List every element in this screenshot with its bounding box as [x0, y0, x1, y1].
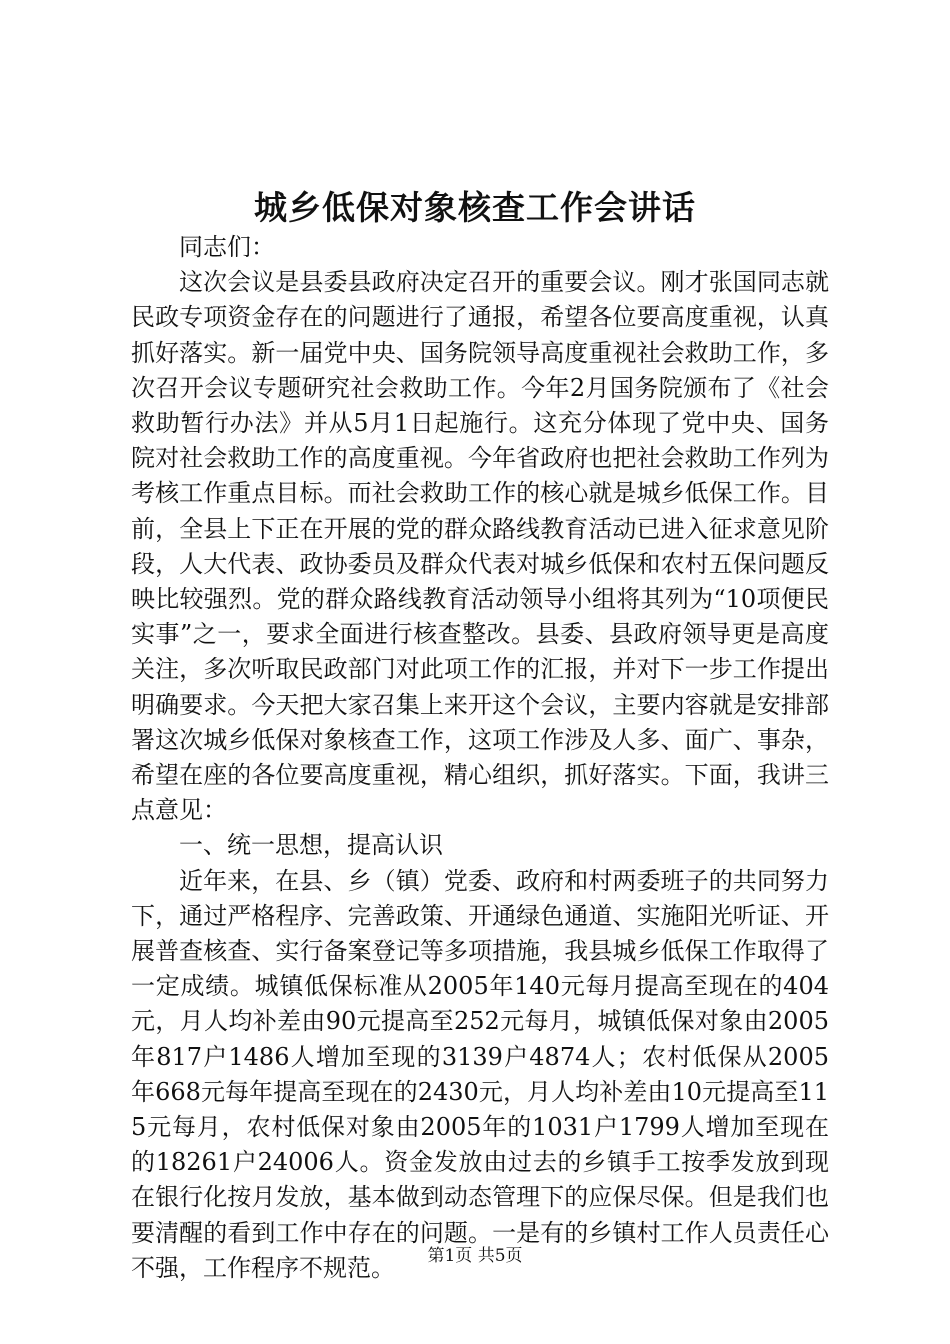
salutation-paragraph: 同志们：	[179, 233, 275, 261]
document-title: 城乡低保对象核查工作会讲话	[254, 188, 696, 227]
document-body	[131, 230, 829, 1286]
section-heading: 一、统一思想，提高认识	[179, 831, 443, 860]
page-footer: 第1页 共5页	[427, 1246, 523, 1266]
body-paragraph: 近年来，在县、乡（镇）党委、政府和村两委班子的共同努力下，通过严格程序、完善政策、开通绿色通道、实施阳光听证、开展普查核查、实行备案登记等多项措施，我县城乡低保工作取得了一定成绩。城镇低保标准从2005年140元每月提高至现在的404元，月人均补差由90元提高至252元每月，城镇低保对象由2005年817户1486人增加至现的3139户4874人；农村低保从2005年668元每年提高至现在的2430元，月人均补差由10元提高至115元每月，农村低保对象由2005年的1031户1799人增加至现在的18261户24006人。资金发放由过去的乡镇手工按季发放到现在银行化按月发放，基本做到动态管理下的应保尽保。但是我们也要清醒的看到工作中存在的问题。一是有的乡镇村工作人员责任心不强，工作程序不规范。	[131, 866, 829, 1282]
body-paragraph: 这次会议是县委县政府决定召开的重要会议。刚才张国同志就民政专项资金存在的问题进行了通报，希望各位要高度重视，认真抓好落实。新一届党中央、国务院领导高度重视社会救助工作，多次召开会议专题研究社会救助工作。今年2月国务院颁布了《社会救助暂行办法》并从5月1日起施行。这充分体现了党中央、国务院对社会救助工作的高度重视。今年省政府也把社会救助工作列为考核工作重点目标。而社会救助工作的核心就是城乡低保工作。目前，全县上下正在开展的党的群众路线教育活动已进入征求意见阶段，人大代表、政协委员及群众代表对城乡低保和农村五保问题反映比较强烈。党的群众路线教育活动领导小组将其列为“10项便民实事”之一，要求全面进行核查整改。县委、县政府领导更是高度关注，多次听取民政部门对此项工作的汇报，并对下一步工作提出明确要求。今天把大家召集上来开这个会议，主要内容就是安排部署这次城乡低保对象核查工作，这项工作涉及人多、面广、事杂，希望在座的各位要高度重视，精心组织，抓好落实。下面，我讲三点意见：	[131, 268, 829, 825]
